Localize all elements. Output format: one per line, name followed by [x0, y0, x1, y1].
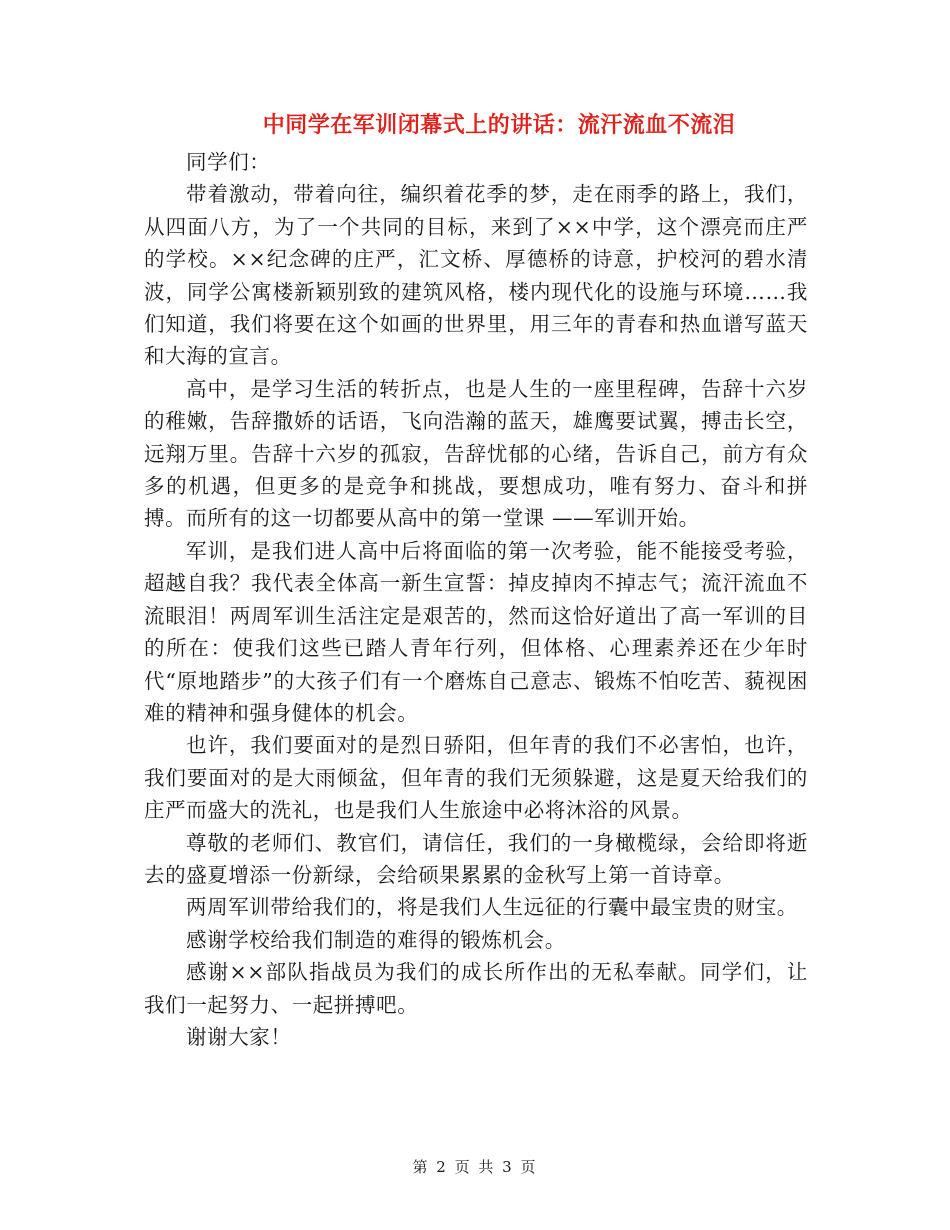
paragraph-8: 感谢××部队指战员为我们的成长所作出的无私奉献。同学们，让我们一起努力、一起拼搏吧。 — [144, 960, 808, 1017]
paragraph-1: 带着激动，带着向往，编织着花季的梦，走在雨季的路上，我们，从四面八方，为了一个共同的目标，来到了××中学，这个漂亮而庄严的学校。××纪念碑的庄严，汇文桥、厚德桥的诗意，护校河的碧水清波，同学公寓楼新颖别致的建筑风格，楼内现代化的设施与环境……我们知道，我们将要在这个如画的世界里，用三年的青春和热血谱写蓝天和大海的宣言。 — [144, 182, 808, 369]
paragraph-3: 军训，是我们进人高中后将面临的第一次考验，能不能接受考验，超越自我？我代表全体高一新生宣誓：掉皮掉肉不掉志气；流汗流血不流眼泪！两周军训生活注定是艰苦的，然而这恰好道出了高一军训的目的所在：使我们这些已踏人青年行列，但体格、心理素养还在少年时代“原地踏步”的大孩子们有一个磨炼自己意志、锻炼不怕吃苦、藐视困难的精神和强身健体的机会。 — [144, 538, 808, 725]
paragraph-salutation: 同学们： — [186, 150, 271, 174]
page-number-footer: 第 2 页 共 3 页 — [412, 1158, 538, 1176]
document-body — [144, 146, 808, 1053]
document-title: 中同学在军训闭幕式上的讲话：流汗流血不流泪 — [262, 112, 736, 138]
paragraph-5: 尊敬的老师们、教官们，请信任，我们的一身橄榄绿，会给即将逝去的盛夏增添一份新绿，会给硕果累累的金秋写上第一首诗章。 — [144, 830, 808, 887]
paragraph-closing: 谢谢大家！ — [186, 1024, 292, 1049]
paragraph-2: 高中，是学习生活的转折点，也是人生的一座里程碑，告辞十六岁的稚嫩，告辞撒娇的话语，飞向浩瀚的蓝天，雄鹰要试翼，搏击长空，远翔万里。告辞十六岁的孤寂，告辞忧郁的心绪，告诉自己，前方有众多的机遇，但更多的是竞争和挑战，要想成功，唯有努力、奋斗和拼搏。而所有的这一切都要从高中的第一堂课 ——军训开始。 — [144, 376, 808, 531]
paragraph-4: 也许，我们要面对的是烈日骄阳，但年青的我们不必害怕，也许，我们要面对的是大雨倾盆，但年青的我们无须躲避，这是夏天给我们的庄严而盛大的洗礼，也是我们人生旅途中必将沐浴的风景。 — [144, 733, 808, 823]
paragraph-7: 感谢学校给我们制造的难得的锻炼机会。 — [186, 927, 566, 952]
paragraph-6: 两周军训带给我们的，将是我们人生远征的行囊中最宝贵的财宝。 — [186, 895, 798, 920]
